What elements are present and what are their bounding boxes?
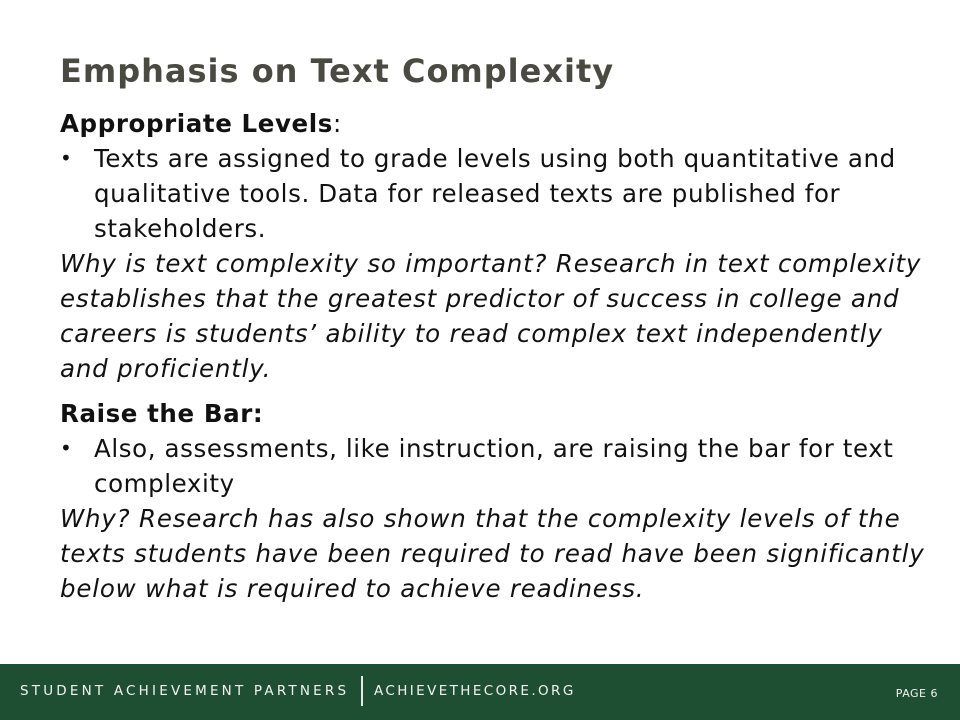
- section-heading-raise-the-bar: Raise the Bar:: [60, 399, 264, 428]
- bullet-icon: •: [60, 436, 73, 460]
- footer-brand: STUDENT ACHIEVEMENT PARTNERS: [20, 683, 350, 699]
- list-item: [60, 141, 930, 246]
- footer-divider: [361, 676, 363, 706]
- bullet-list: [60, 141, 930, 246]
- section-heading-text: Appropriate Levels: [60, 109, 333, 138]
- slide-content: [60, 106, 930, 606]
- page-number: PAGE 6: [895, 687, 938, 700]
- italic-note: Why? Research has also shown that the complexity levels of the texts students have been required to read have been significantly below what is required to achieve readiness.: [60, 504, 925, 603]
- slide-title: Emphasis on Text Complexity: [60, 52, 615, 90]
- heading-colon: :: [332, 109, 342, 138]
- italic-note: Why is text complexity so important? Research in text complexity establishes that the greatest predictor of success in college and careers is students’ ability to read complex text independently and proficiently.: [60, 249, 922, 383]
- list-item: [60, 431, 930, 501]
- bullet-text: Texts are assigned to grade levels using both quantitative and qualitative tools. Data for released texts are published for stakeholders.: [94, 144, 896, 243]
- bullet-text: Also, assessments, like instruction, are raising the bar for text complexity: [94, 434, 894, 498]
- bullet-icon: •: [60, 146, 73, 170]
- bullet-list: [60, 431, 930, 501]
- footer-website-link[interactable]: ACHIEVETHECORE.ORG: [374, 683, 576, 699]
- footer-bar: [0, 664, 960, 720]
- section-heading-appropriate-levels: [60, 106, 930, 141]
